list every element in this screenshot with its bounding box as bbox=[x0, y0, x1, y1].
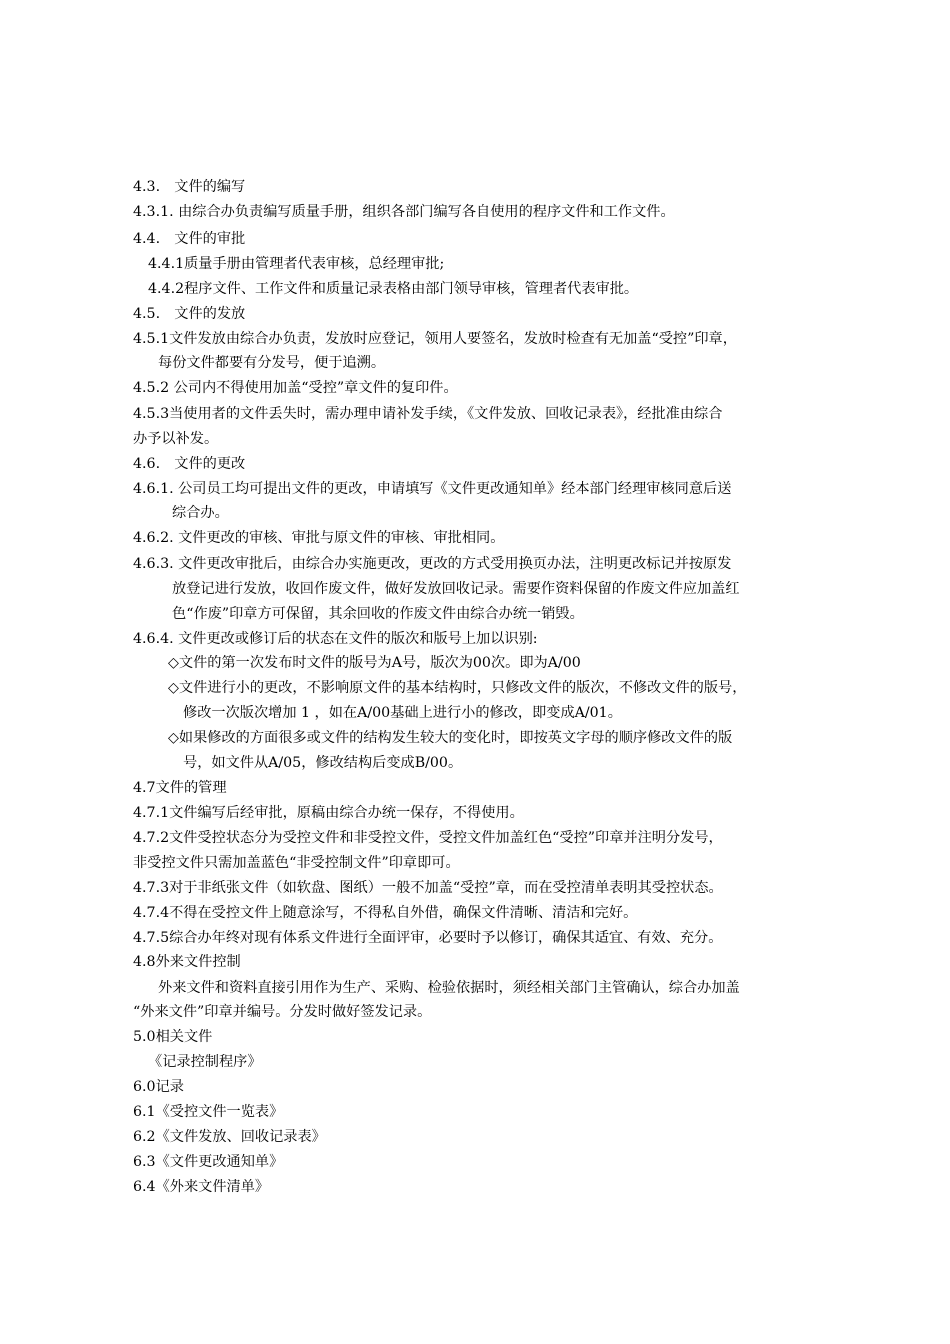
paragraph-4-6-1-cont: 综合办。 bbox=[172, 505, 229, 521]
heading-4-5: 4.5. 文件的发放 bbox=[133, 306, 246, 322]
paragraph-4-7-2: 4.7.2文件受控状态分为受控文件和非受控文件，受控文件加盖红色“受控”印章并注明分发号， bbox=[133, 830, 723, 846]
paragraph-4-6-1: 4.6.1. 公司员工均可提出文件的更改，申请填写《文件更改通知单》经本部门经理审核同意后送 bbox=[133, 481, 732, 497]
record-item-6-4: 6.4《外来文件清单》 bbox=[133, 1179, 270, 1195]
paragraph-4-5-2: 4.5.2 公司内不得使用加盖“受控”章文件的复印件。 bbox=[133, 380, 458, 396]
paragraph-4-6-3-cont1: 放登记进行发放，收回作废文件，做好发放回收记录。需要作资料保留的作废文件应加盖红 bbox=[172, 581, 740, 597]
record-item-6-1: 6.1《受控文件一览表》 bbox=[133, 1104, 284, 1120]
heading-4-6: 4.6. 文件的更改 bbox=[133, 456, 246, 472]
paragraph-4-8: 外来文件和资料直接引用作为生产、采购、检验依据时，须经相关部门主管确认，综合办加盖 bbox=[158, 980, 740, 996]
paragraph-4-4-1: 4.4.1质量手册由管理者代表审核，总经理审批; bbox=[148, 256, 445, 272]
heading-6-0: 6.0记录 bbox=[133, 1079, 184, 1095]
record-item-6-2: 6.2《文件发放、回收记录表》 bbox=[133, 1129, 326, 1145]
heading-4-8: 4.8外来文件控制 bbox=[133, 954, 241, 970]
related-document: 《记录控制程序》 bbox=[148, 1054, 262, 1070]
paragraph-4-4-2: 4.4.2程序文件、工作文件和质量记录表格由部门领导审核，管理者代表审批。 bbox=[148, 281, 639, 297]
paragraph-4-7-4: 4.7.4不得在受控文件上随意涂写，不得私自外借，确保文件清晰、清洁和完好。 bbox=[133, 905, 638, 921]
bullet-item-2: ◇文件进行小的更改，不影响原文件的基本结构时，只修改文件的版次，不修改文件的版号， bbox=[168, 680, 747, 696]
paragraph-4-7-5: 4.7.5综合办年终对现有体系文件进行全面评审，必要时予以修订，确保其适宜、有效、充分。 bbox=[133, 930, 723, 946]
heading-4-7: 4.7文件的管理 bbox=[133, 780, 227, 796]
paragraph-4-7-2-cont: 非受控文件只需加盖蓝色“非受控制文件”印章即可。 bbox=[133, 855, 460, 871]
paragraph-4-5-3: 4.5.3当使用者的文件丢失时，需办理申请补发手续，《文件发放、回收记录表》，经批准由综合 bbox=[133, 406, 723, 422]
record-item-6-3: 6.3《文件更改通知单》 bbox=[133, 1154, 284, 1170]
paragraph-4-5-1: 4.5.1文件发放由综合办负责，发放时应登记，领用人要签名，发放时检查有无加盖“受控”印章， bbox=[133, 331, 737, 347]
paragraph-4-6-4: 4.6.4. 文件更改或修订后的状态在文件的版次和版号上加以识别: bbox=[133, 631, 538, 647]
heading-5-0: 5.0相关文件 bbox=[133, 1029, 213, 1045]
paragraph-4-5-3-cont: 办予以补发。 bbox=[133, 431, 219, 447]
paragraph-4-3-1: 4.3.1. 由综合办负责编写质量手册，组织各部门编写各自使用的程序文件和工作文件。 bbox=[133, 204, 675, 220]
paragraph-4-7-1: 4.7.1文件编写后经审批，原稿由综合办统一保存，不得使用。 bbox=[133, 805, 524, 821]
paragraph-4-7-3: 4.7.3对于非纸张文件（如软盘、图纸）一般不加盖“受控”章，而在受控清单表明其受控状态。 bbox=[133, 880, 723, 896]
bullet-item-2-cont: 修改一次版次增加 1 ，如在A/00基础上进行小的修改，即变成A/01。 bbox=[183, 705, 622, 721]
paragraph-4-6-3-cont2: 色“作废”印章方可保留，其余回收的作废文件由综合办统一销毁。 bbox=[172, 606, 584, 622]
paragraph-4-5-1-cont: 每份文件都要有分发号，便于追溯。 bbox=[158, 355, 386, 371]
heading-4-4: 4.4. 文件的审批 bbox=[133, 231, 246, 247]
heading-4-3: 4.3. 文件的编写 bbox=[133, 179, 246, 195]
paragraph-4-8-cont: “外来文件”印章并编号。分发时做好签发记录。 bbox=[133, 1004, 432, 1020]
bullet-item-1: ◇文件的第一次发布时文件的版号为A号，版次为00次。即为A/00 bbox=[168, 655, 581, 671]
paragraph-4-6-2: 4.6.2. 文件更改的审核、审批与原文件的审核、审批相同。 bbox=[133, 530, 505, 546]
bullet-item-3: ◇如果修改的方面很多或文件的结构发生较大的变化时，即按英文字母的顺序修改文件的版 bbox=[168, 730, 733, 746]
paragraph-4-6-3: 4.6.3. 文件更改审批后，由综合办实施更改，更改的方式受用换页办法，注明更改标记并按原发 bbox=[133, 556, 732, 572]
bullet-item-3-cont: 号，如文件从A/05，修改结构后变成B/00。 bbox=[183, 755, 463, 771]
